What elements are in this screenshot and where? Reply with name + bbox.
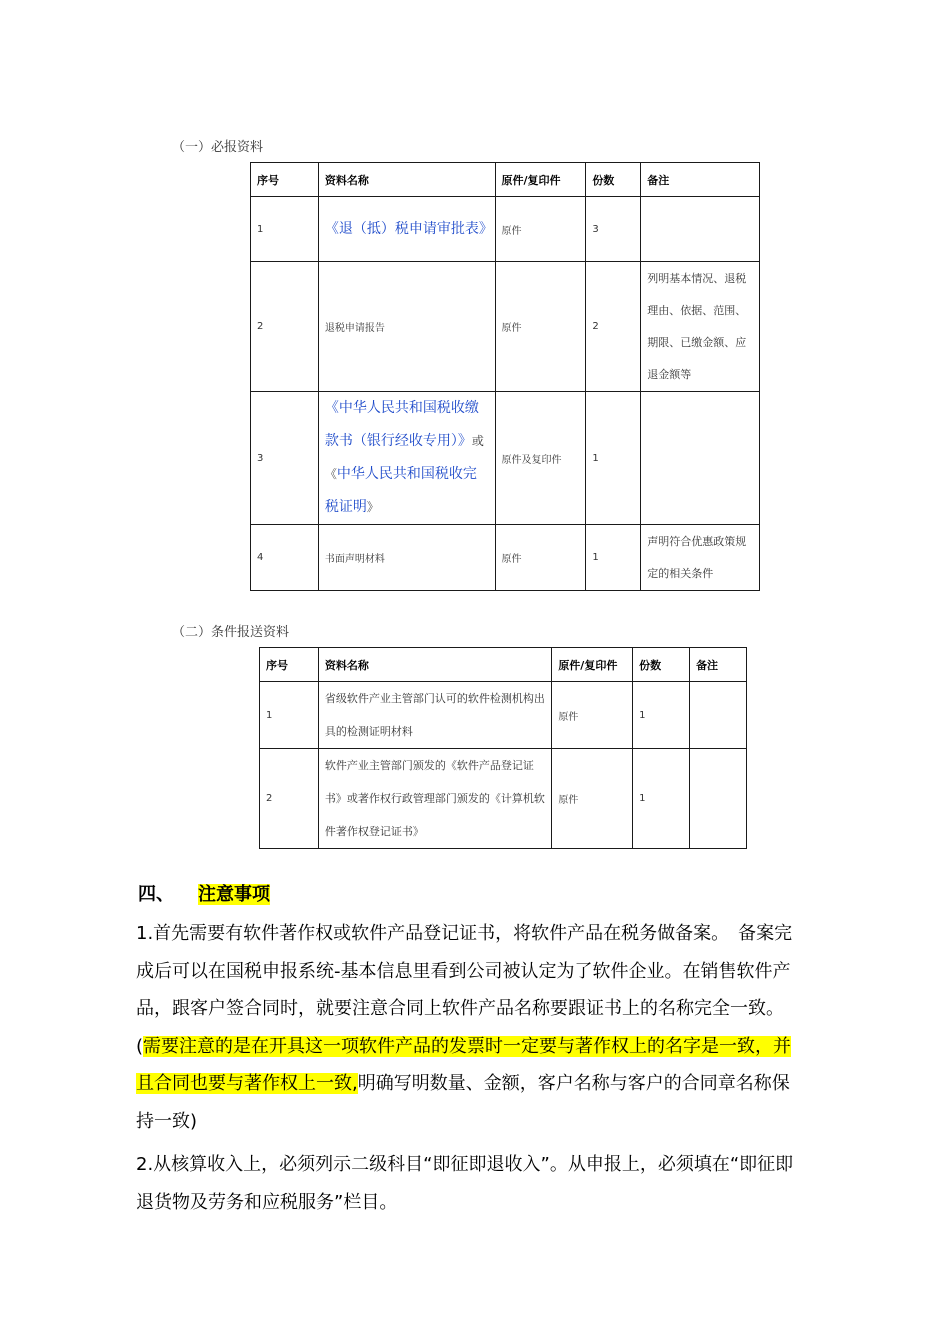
header-name: 资料名称 [318, 648, 551, 682]
header-count: 份数 [586, 163, 641, 197]
header-type: 原件/复印件 [552, 648, 633, 682]
header-remark: 备注 [690, 648, 747, 682]
cell-name: 书面声明材料 [318, 525, 495, 591]
name-end: 》 [366, 500, 379, 514]
table-row [251, 197, 760, 262]
cell-no: 4 [251, 525, 319, 591]
cell-name: 软件产业主管部门颁发的《软件产品登记证书》或著作权行政管理部门颁发的《计算机软件著作权登记证书》 [318, 749, 551, 849]
cell-type: 原件及复印件 [495, 392, 586, 525]
cell-remark: 列明基本情况、退税理由、依据、范围、期限、已缴金额、应退金额等 [641, 262, 760, 392]
cell-count: 3 [586, 197, 641, 262]
cell-name-link[interactable] [318, 392, 495, 525]
notice-heading [138, 880, 270, 906]
table-row [260, 749, 747, 849]
p1-text-a: 1.首先需要有软件著作权或软件产品登记证书，将软件产品在税务做备案。 备案完成后可以在国税申报系统-基本信息里看到公司被认定为了软件企业。在销售软件产品，跟客户签合同时，就要注意合同上软件产品名称要跟证书上的名称完全一致。( [136, 923, 793, 1057]
cell-remark [641, 392, 760, 525]
cell-type: 原件 [495, 525, 586, 591]
cell-name: 省级软件产业主管部门认可的软件检测机构出具的检测证明材料 [318, 682, 551, 749]
table-row [251, 392, 760, 525]
required-materials-table [250, 162, 760, 591]
cell-name-link[interactable]: 《退（抵）税申请审批表》 [318, 197, 495, 262]
name-link-a[interactable]: 《中华人民共和国税收缴款书（银行经收专用）》 [324, 400, 479, 449]
cell-type: 原件 [495, 197, 586, 262]
table-row [260, 682, 747, 749]
cell-no: 1 [251, 197, 319, 262]
name-link-b[interactable]: 中华人民共和国税收完税证明 [324, 466, 477, 515]
notice-title: 注意事项 [198, 884, 270, 905]
section1-title: （一）必报资料 [172, 140, 264, 155]
table-row [251, 262, 760, 392]
header-no: 序号 [260, 648, 319, 682]
p1-text-b: 明确写明数量、金额，客户名称与客户的合同章名称保持一致) [136, 1073, 790, 1132]
header-count: 份数 [633, 648, 690, 682]
cell-no: 3 [251, 392, 319, 525]
cell-remark [641, 197, 760, 262]
table-header-row [260, 648, 747, 682]
table-row [251, 525, 760, 591]
notice-paragraph-2: 2.从核算收入上，必须列示二级科目“即征即退收入”。从申报上，必须填在“即征即退货物及劳务和应税服务”栏目。 [136, 1154, 794, 1213]
cell-count: 1 [633, 749, 690, 849]
cell-count: 2 [586, 262, 641, 392]
cell-name: 退税申请报告 [318, 262, 495, 392]
cell-count: 1 [633, 682, 690, 749]
section2-title: （二）条件报送资料 [172, 625, 290, 640]
notice-paragraph-1 [136, 915, 806, 1140]
cell-type: 原件 [495, 262, 586, 392]
header-no: 序号 [251, 163, 319, 197]
cell-remark [690, 749, 747, 849]
cell-remark: 声明符合优惠政策规定的相关条件 [641, 525, 760, 591]
table-header-row [251, 163, 760, 197]
cell-no: 2 [251, 262, 319, 392]
p1-highlight: 需要注意的是在开具这一项软件产品的发票时一定要与著作权上的名字是一致，并且合同也要与著作权上一致, [136, 1035, 792, 1094]
cell-no: 1 [260, 682, 319, 749]
notice-number: 四、 [138, 884, 174, 905]
header-remark: 备注 [641, 163, 760, 197]
cell-count: 1 [586, 392, 641, 525]
cell-no: 2 [260, 749, 319, 849]
header-type: 原件/复印件 [495, 163, 586, 197]
cell-type: 原件 [552, 682, 633, 749]
cell-remark [690, 682, 747, 749]
conditional-materials-table [259, 647, 747, 849]
cell-type: 原件 [552, 749, 633, 849]
name-or: 或《 [324, 434, 484, 481]
header-name: 资料名称 [318, 163, 495, 197]
cell-count: 1 [586, 525, 641, 591]
